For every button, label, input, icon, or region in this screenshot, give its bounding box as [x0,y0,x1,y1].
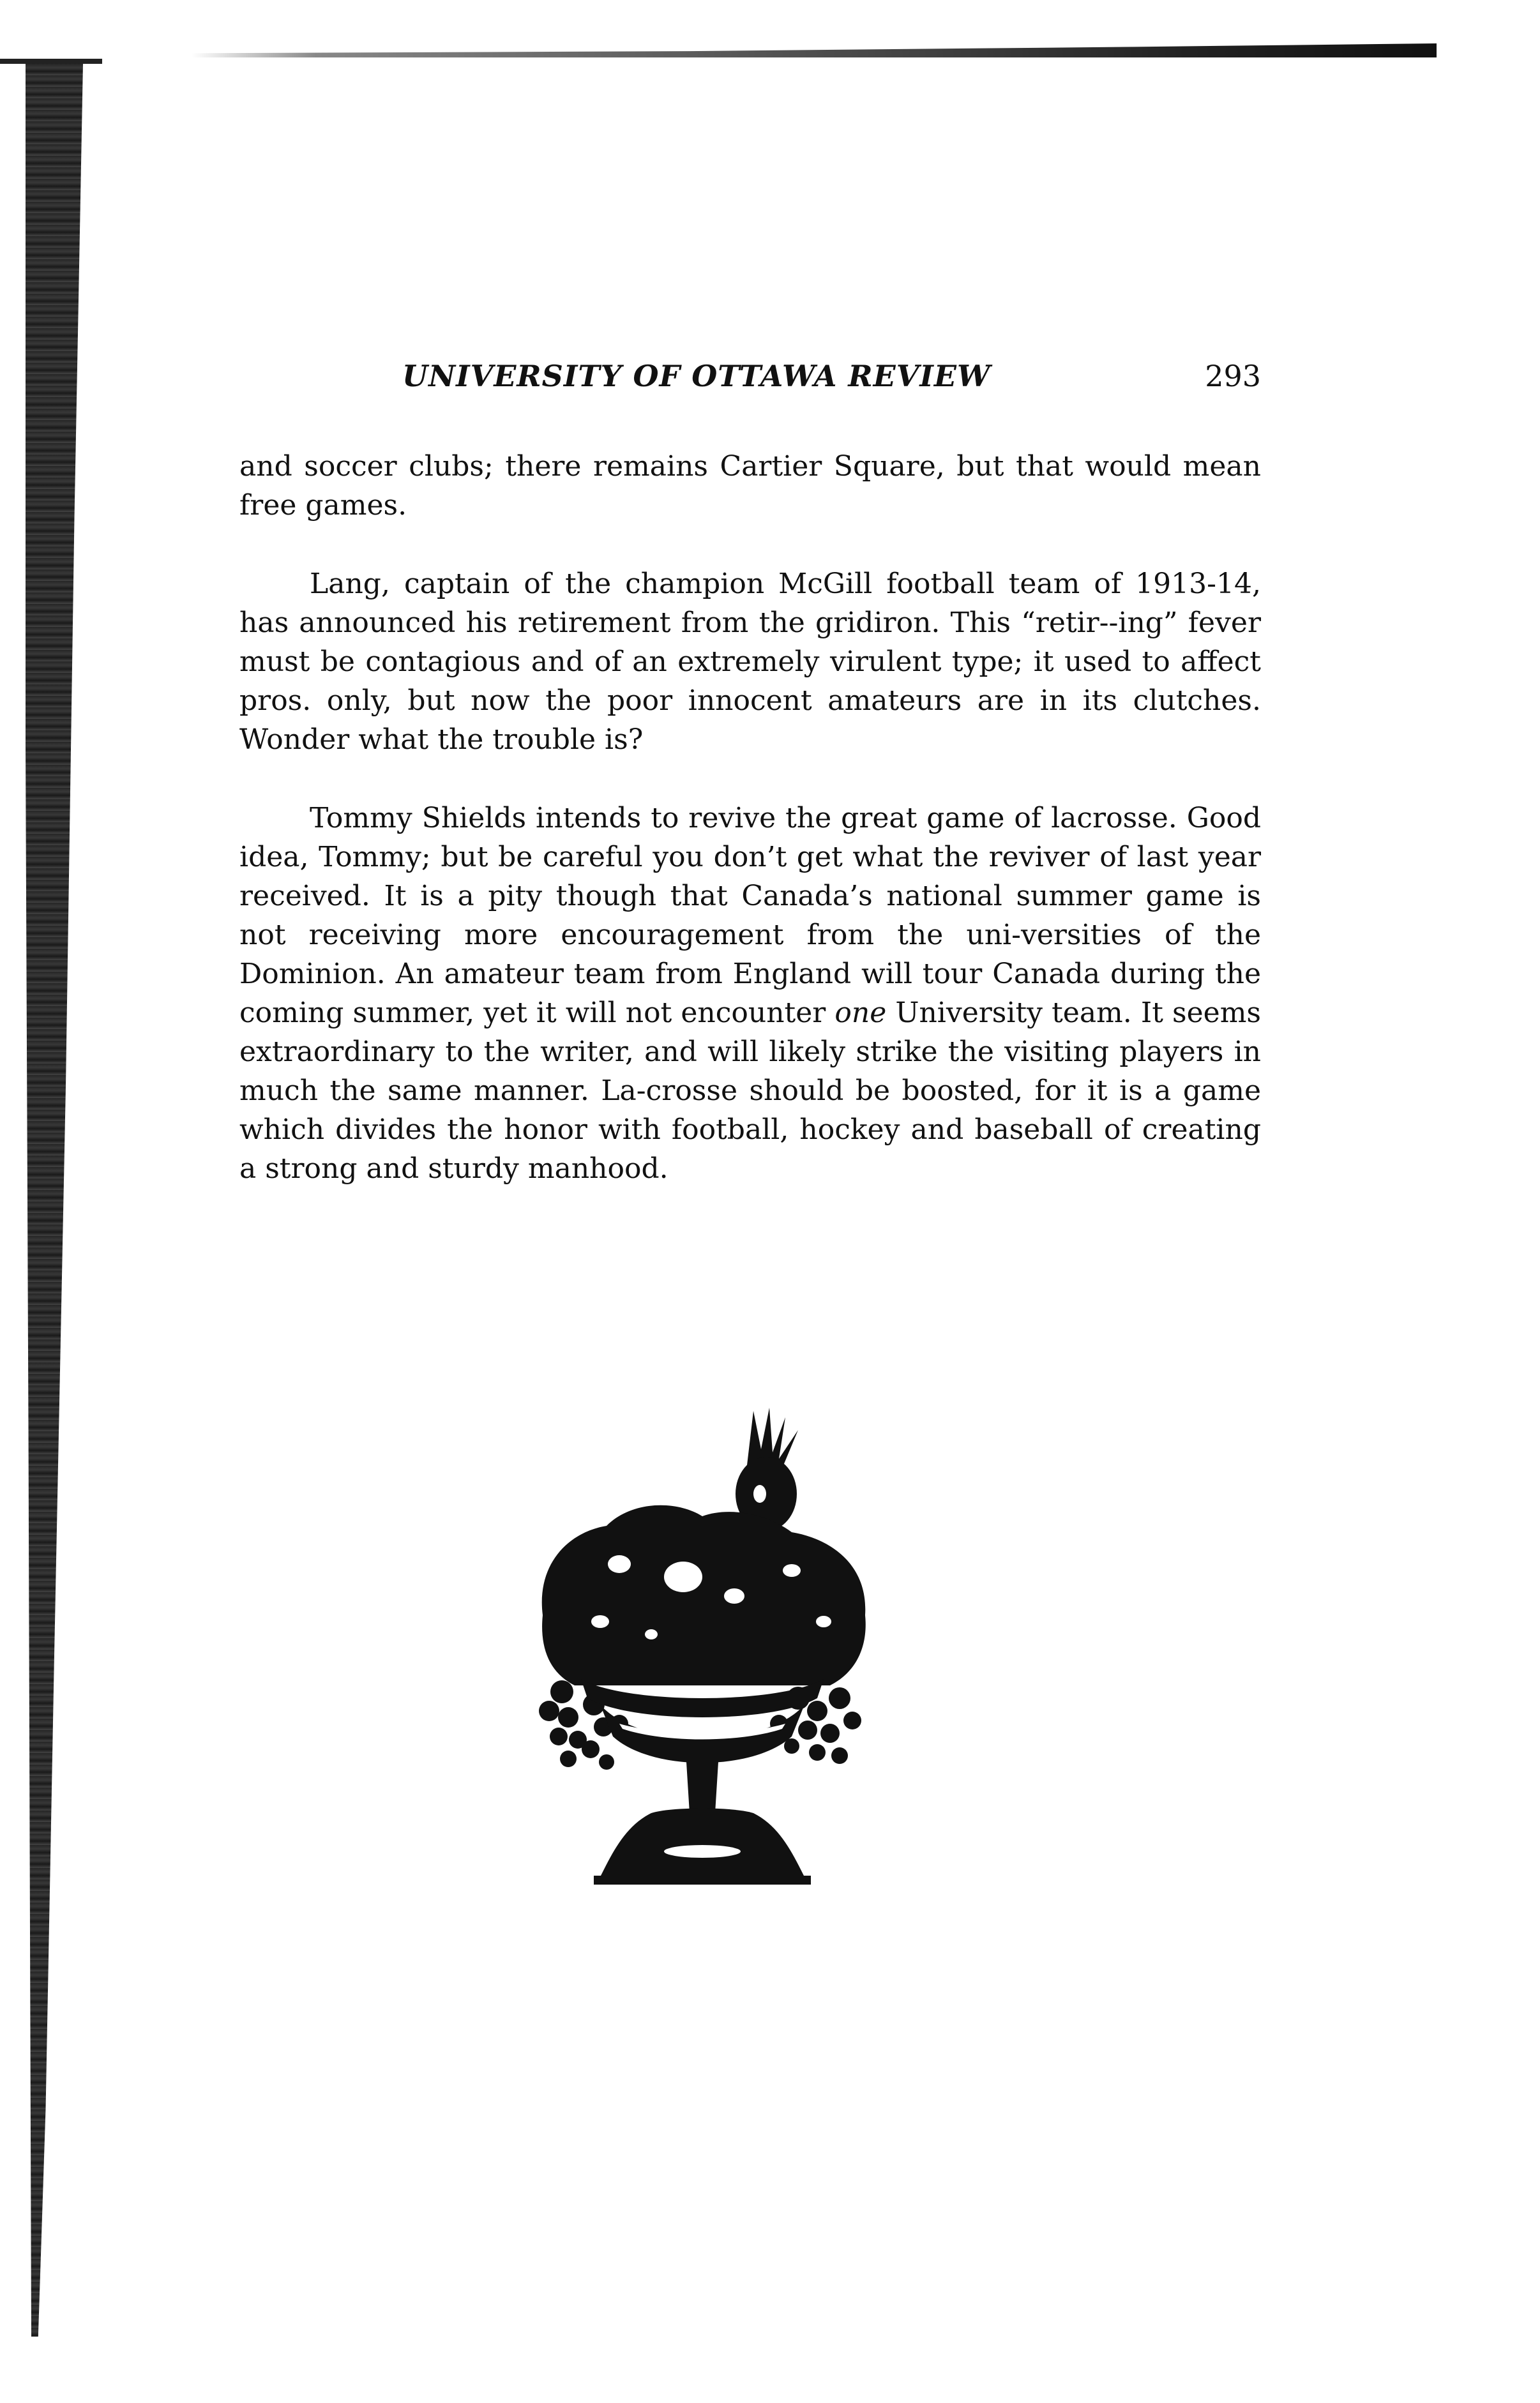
paragraph-2-text: Lang, captain of the champion McGill football team of 1913-14, has announced his retirement from the gridiron. This “retir--ing” fever must be contagious and of an extremely virulent type; it used to affect pros. only, but now the poor innocent amateurs are in its clutches. Wonder what the trouble is? [239,568,1261,756]
article-body [239,447,1261,1228]
page-number: 293 [1205,359,1261,393]
paragraph-3-text-end: University team. It seems extraordinary to the writer, and will likely strike the visiting players in much the same manner. La-crosse should be boosted, for it is a game which divides the honor with football, hockey and baseball of creating a strong and sturdy manhood. [239,997,1261,1185]
paragraph-continuation [239,447,1261,525]
running-title: UNIVERSITY OF OTTAWA REVIEW [402,359,991,393]
scan-edge-mark [0,59,102,64]
paragraph-lacrosse [239,799,1261,1188]
paragraph-3-emphasis: one [834,997,887,1029]
paragraph-3-text-start: Tommy Shields intends to revive the great game of lacrosse. Good idea, Tommy; but be careful you don’t get what the reviver of last year received. It is a pity though that Canada’s national summer game is not receiving more encouragement from the uni-versities of the Dominion. An amateur team from England will tour Canada during the coming summer, yet it will not encounter [239,802,1261,1029]
paragraph-1-text: and soccer clubs; there remains Cartier Square, but that would mean free games. [239,450,1261,522]
page-header [239,350,1261,401]
scan-top-rule [192,43,1437,57]
fruit-bowl-ornament-icon [524,1405,881,1896]
paragraph-lang [239,564,1261,759]
scan-binding-edge [26,64,83,2337]
